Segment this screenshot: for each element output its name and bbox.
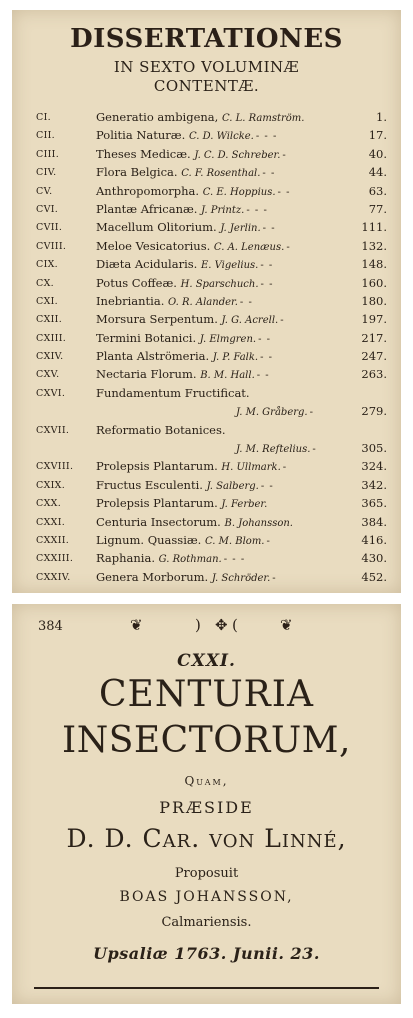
contents-entry [12,239,401,257]
entry-page: 160. [361,275,387,290]
entry-author: J. Ferber. [221,499,268,511]
entry-number: CVI. [36,203,59,215]
bottom-rule [34,987,379,989]
entry-author: J. Elmgren. [199,333,257,345]
entry-page: 217. [361,330,387,345]
entry-number: CII. [36,130,55,142]
entry-leader: - - - [223,554,246,566]
imprint-date: Upsaliæ 1763. Junii. 23. [93,944,320,963]
entry-title [96,257,273,271]
contents-entry [12,184,401,202]
entry-page: 77. [368,201,387,216]
entry-title-text: Anthropomorpha. [96,183,200,198]
entry-page: 384. [361,514,387,529]
entry-title-text: Raphania. [96,551,155,566]
title-line: CENTURIA [99,674,314,715]
contents-entry [12,257,401,275]
entry-author: E. Vigelius. [200,260,259,272]
entry-leader: - [282,149,287,161]
fleuron-ornament-icon: ❦ [280,616,293,634]
contents-entry [12,147,401,165]
entry-number: CVII. [36,222,63,234]
entry-page: 342. [361,477,387,492]
entry-title [96,423,228,437]
contents-entry [12,276,401,294]
entry-title-text: Prolepsis Plantarum. [96,459,218,474]
entry-title-text: Morsura Serpentum. [96,312,218,327]
entry-author: J. Schröder. [211,572,271,584]
entry-author: B. M. Hall. [200,370,255,382]
entry-author: C. D. Wilcke. [188,131,254,143]
entry-title [96,459,287,473]
contents-entry [12,165,401,183]
contents-page [12,10,401,593]
entry-number: CXXII. [36,534,70,546]
title-line: INSECTORUM, [62,720,351,761]
entry-number: CXV. [36,369,60,381]
entry-author: J. C. D. Schreber. [194,149,281,161]
entry-title-text: Potus Coffeæ. [96,275,177,290]
entry-leader: - - [262,168,276,180]
entry-page: 63. [368,183,387,198]
respondent-name: BOAS JOHANSSON, [119,889,294,905]
entry-author: J. Printz. [201,204,245,216]
entry-leader: - - [260,260,274,272]
entry-author: C. F. Rosenthal. [181,168,261,180]
fleuron-ornament-icon: ❦ [130,616,143,634]
entry-title [96,128,277,142]
entry-title [96,220,276,234]
contents-entry [12,496,401,514]
contents-title: DISSERTATIONES [70,24,343,54]
entry-page: 132. [361,238,387,253]
entry-number: CV. [36,185,53,197]
praeses-name: D. D. Car. von Linné, [66,824,347,853]
entry-author: J. Jerlin. [220,223,261,235]
proposuit-text: Proposuit [174,866,239,881]
entry-title-text: Centuria Insectorum. [96,514,221,529]
title-page [12,604,401,1004]
entry-title-text: Fundamentum Fructificat. [96,385,250,400]
entry-leader: - [286,241,291,253]
entry-title [96,349,273,363]
entry-title-text: Termini Botanici. [96,330,197,345]
page-number: 384 [38,619,63,634]
entry-title [96,147,287,161]
entry-number: CIII. [36,148,60,160]
entry-leader: - [309,407,314,419]
entry-page: 416. [361,532,387,547]
entry-number: CXIV. [36,351,64,363]
entry-leader: - [280,315,285,327]
entry-page: 430. [361,551,387,566]
entry-title [96,184,290,198]
contents-entry [12,404,401,422]
entry-page: 1. [376,110,387,124]
contents-subtitle: CONTENTÆ. [153,77,260,95]
entry-title [236,404,314,418]
entry-author: H. Ullmark. [221,462,281,474]
contents-entry [12,441,401,459]
bracket-ornament-icon: ) [195,616,201,634]
entry-leader: - - [277,186,291,198]
entry-number: CVIII. [36,240,67,252]
entry-page: 44. [368,165,387,180]
entry-page: 197. [361,312,387,327]
entry-title [96,202,268,216]
entry-leader: - - - [255,131,278,143]
entry-number: CXX. [36,498,62,510]
entry-author: J. M. Gråberg. [236,407,308,419]
dissertation-number: CXXI. [177,651,236,671]
entry-author: J. P. Falk. [212,352,259,364]
entry-leader: - [312,444,317,456]
entry-title [96,312,285,326]
entry-number: CI. [36,112,51,123]
contents-entry [12,367,401,385]
entry-leader: - [282,462,288,474]
entry-leader: - - [260,480,274,492]
entry-title [96,367,270,381]
entry-leader: - - - [246,204,268,216]
entry-page: 263. [361,367,387,382]
entry-title [96,533,271,547]
entry-number: CXIII. [36,332,67,344]
entry-number: CXVI. [36,387,66,399]
entry-title [96,496,269,510]
entry-leader: - - [239,296,253,308]
entry-title-text: Prolepsis Plantarum. [96,496,218,511]
entry-title [96,331,271,345]
entry-leader: - - [260,278,274,290]
entry-page: 365. [361,496,387,511]
entry-page: 247. [361,349,387,364]
entry-title-text: Flora Belgica. [96,165,178,180]
entry-number: CIV. [36,167,57,179]
entry-title-text: Theses Medicæ. [96,146,191,161]
entry-author: G. Rothman. [158,554,222,566]
entry-number: CXIX. [36,479,66,491]
entry-title [96,276,273,290]
entry-page: 452. [361,569,387,584]
entry-author: C. E. Hoppius. [202,186,276,198]
entry-title-text: Nectaria Florum. [96,367,197,382]
contents-entry [12,110,401,128]
entry-author: C. M. Blom. [205,535,265,547]
entry-title-text: Plantæ Africanæ. [96,201,198,216]
entry-author: J. Salberg. [206,480,259,492]
entry-number: CXI. [36,295,59,307]
contents-entry [12,349,401,367]
contents-list [12,110,401,588]
entry-number: CXVIII. [36,461,74,473]
entry-author: C. A. Lenæus. [213,241,285,253]
bracket-ornament-icon: ( [232,616,238,634]
entry-number: CIX. [36,259,59,271]
page-header [12,616,401,638]
entry-title-text: Planta Alströmeria. [96,349,210,364]
entry-title [96,294,253,308]
entry-author: C. L. Ramström. [221,113,305,124]
contents-entry [12,128,401,146]
entry-title-text: Inebriantia. [96,293,165,308]
entry-leader: - - [262,223,276,235]
entry-number: CXVII. [36,424,70,436]
entry-title [96,110,306,124]
entry-author: J. M. Reftelius. [236,444,311,456]
entry-author: O. R. Alander. [168,296,238,308]
entry-page: 324. [361,459,387,474]
entry-title [96,551,245,565]
entry-title [96,478,274,492]
respondent-origin: Calmariensis. [161,915,252,930]
entry-title [96,515,295,529]
contents-entry [12,533,401,551]
contents-subtitle: IN SEXTO VOLUMINÆ [113,58,300,76]
entry-title [236,441,317,455]
entry-page: 17. [368,128,387,143]
contents-entry [12,570,401,588]
entry-title [96,239,291,253]
contents-entry [12,202,401,220]
contents-entry [12,459,401,477]
contents-entry [12,386,401,404]
entry-author: B. Johansson. [224,517,293,529]
entry-leader: - - [256,370,270,382]
entry-title-text: Macellum Olitorium. [96,220,217,235]
entry-title [96,165,275,179]
cross-ornament-icon: ✥ [215,616,228,634]
contents-entry [12,478,401,496]
praeside-text: PRÆSIDE [159,798,254,817]
entry-title-text: Lignum. Quassiæ. [96,532,202,547]
entry-title-text: Politia Naturæ. [96,128,186,143]
entry-page: 180. [361,293,387,308]
contents-entry [12,515,401,533]
entry-author: J. G. Acrell. [221,315,279,327]
entry-title-text: Reformatio Botanices. [96,422,226,437]
entry-title-text: Diæta Acidularis. [96,257,198,272]
quam-text: Quam, [184,774,229,788]
contents-entry [12,423,401,441]
contents-entry [12,312,401,330]
entry-number: CXXI. [36,516,66,528]
entry-title-text: Generatio ambigena, [96,110,219,124]
entry-page: 111. [361,220,387,235]
entry-number: CX. [36,277,54,289]
entry-leader: - - [258,333,272,345]
entry-number: CXXIV. [36,571,71,583]
entry-author: H. Sparschuch. [180,278,259,290]
contents-entry [12,220,401,238]
entry-number: CXXIII. [36,553,74,565]
entry-page: 279. [361,404,387,419]
entry-leader: - - [260,352,274,364]
entry-number: CXII. [36,314,63,326]
entry-page: 305. [361,441,387,456]
contents-entry [12,331,401,349]
entry-title [96,570,277,584]
entry-title-text: Meloe Vesicatorius. [96,238,211,253]
entry-leader: - [272,572,277,584]
entry-page: 40. [368,146,387,161]
entry-page: 148. [361,257,387,272]
contents-entry [12,551,401,569]
entry-title [96,386,252,400]
entry-leader: - [266,535,271,547]
entry-title-text: Genera Morborum. [96,569,209,584]
contents-entry [12,294,401,312]
entry-title-text: Fructus Esculenti. [96,477,203,492]
